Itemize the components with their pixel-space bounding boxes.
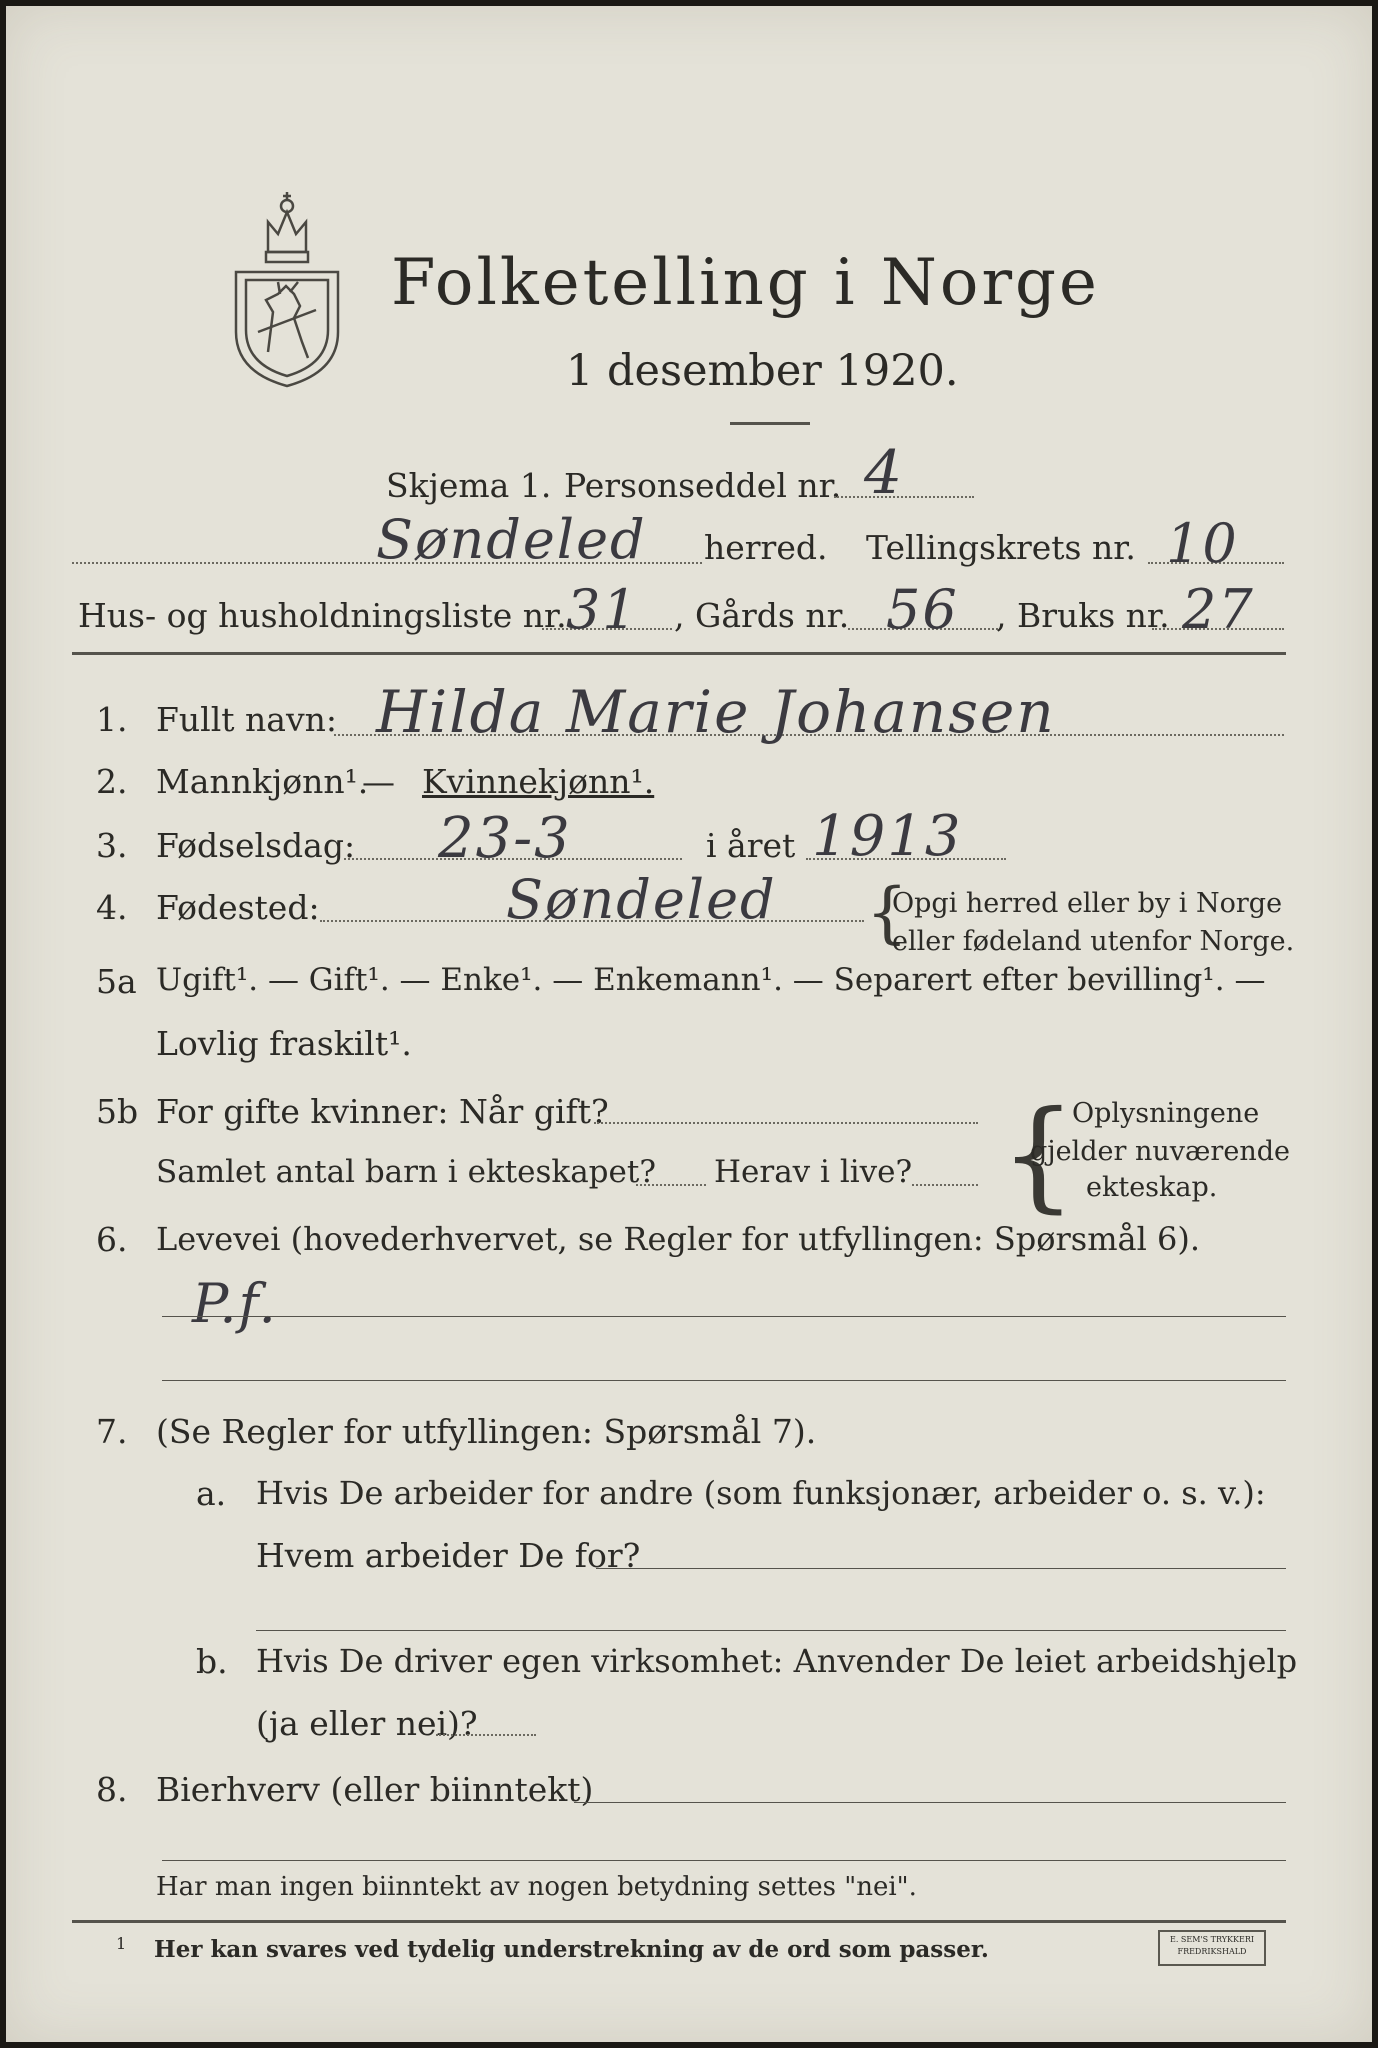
tellingskrets-value[interactable]: 10 [1166, 512, 1239, 575]
q5b-number: 5b [96, 1092, 139, 1131]
employer-line [596, 1568, 1286, 1569]
birthplace-note-2: eller fødeland utenfor Norge. [892, 926, 1295, 957]
occupation-line-2 [162, 1380, 1286, 1381]
birthdate-value[interactable]: 23-3 [438, 806, 572, 871]
q7a-line-1: Hvis De arbeider for andre (som funksjonær, arbeider o. s. v.): [256, 1474, 1266, 1512]
skjema-label: Skjema 1. [386, 466, 552, 505]
printer-stamp: E. SEM'S TRYKKERI FREDRIKSHALD [1158, 1930, 1266, 1966]
q1-label: Fullt navn: [156, 700, 337, 739]
bruks-label: , Bruks nr. [996, 596, 1170, 635]
occupation-line-1 [162, 1316, 1286, 1317]
tellingskrets-label: Tellingskrets nr. [866, 528, 1136, 567]
q1-number: 1. [96, 700, 128, 739]
children-label: Samlet antal barn i ekteskapet? [156, 1154, 656, 1190]
q2-female-option[interactable]: Kvinnekjønn¹. [422, 762, 655, 801]
alive-label: Herav i live? [714, 1154, 913, 1190]
hired-help-line [436, 1734, 536, 1736]
q7a-letter: a. [196, 1474, 227, 1513]
q3-label: Fødselsdag: [156, 826, 356, 865]
q7-number: 7. [96, 1412, 128, 1451]
footer-rule [72, 1920, 1286, 1923]
personseddel-value[interactable]: 4 [864, 438, 905, 508]
q7a-line-2: Hvem arbeider De for? [256, 1536, 641, 1575]
herred-label: herred. [704, 528, 828, 567]
q2-number: 2. [96, 762, 128, 801]
q6-label: Levevei (hovederhvervet, se Regler for utfyllingen: Spørsmål 6). [156, 1220, 1201, 1258]
marital-status-divorced[interactable]: Lovlig fraskilt¹. [156, 1024, 412, 1063]
marriage-note-2: gjelder nuværende [1030, 1136, 1290, 1167]
alive-line [912, 1184, 978, 1186]
occupation-value[interactable]: P.f. [192, 1272, 278, 1335]
q2-male-option[interactable]: Mannkjønn¹. [156, 762, 369, 801]
q8-label: Bierhverv (eller biinntekt) [156, 1770, 594, 1809]
q7-label: (Se Regler for utfyllingen: Spørsmål 7). [156, 1412, 817, 1451]
q7b-line-1: Hvis De driver egen virksomhet: Anvender De leiet arbeidshjelp [256, 1642, 1298, 1680]
marriage-note-brace: { [1000, 1086, 1077, 1225]
bruks-value[interactable]: 27 [1182, 578, 1255, 641]
header-rule [72, 652, 1286, 655]
q2-dash: — [362, 762, 395, 801]
married-when-line [594, 1122, 978, 1124]
side-income-line-2 [162, 1860, 1286, 1861]
q4-label: Fødested: [156, 888, 320, 927]
q6-number: 6. [96, 1220, 128, 1259]
personseddel-label: Personseddel nr. [564, 466, 842, 505]
q4-number: 4. [96, 888, 128, 927]
gards-label: , Gårds nr. [674, 596, 850, 635]
coat-of-arms-icon [228, 182, 346, 388]
footnote-text: Her kan svares ved tydelig understrekning av de ord som passer. [154, 1936, 989, 1963]
marriage-note-3: ekteskap. [1086, 1172, 1218, 1203]
census-form-page [6, 6, 1372, 2042]
birthplace-note-1: Opgi herred eller by i Norge [892, 888, 1283, 919]
birthplace-brace: { [866, 874, 908, 951]
birthyear-label: i året [706, 826, 796, 865]
hus-label: Hus- og husholdningsliste nr. [78, 596, 567, 635]
marriage-note-1: Oplysningene [1072, 1098, 1260, 1129]
q5a-number: 5a [96, 962, 137, 1001]
side-income-note: Har man ingen biinntekt av nogen betydning settes "nei". [156, 1872, 917, 1902]
q8-number: 8. [96, 1770, 128, 1809]
birthyear-value[interactable]: 1913 [812, 804, 963, 869]
q7b-letter: b. [196, 1642, 228, 1681]
footnote-mark: 1 [116, 1934, 127, 1953]
page-title: Folketelling i Norge [391, 246, 1100, 320]
herred-value[interactable]: Søndeled [376, 508, 647, 571]
full-name-value[interactable]: Hilda Marie Johansen [376, 678, 1056, 746]
title-divider [730, 422, 810, 425]
q7b-line-2: (ja eller nei)? [256, 1704, 478, 1743]
employer-line-2 [256, 1630, 1286, 1631]
hus-value[interactable]: 31 [566, 578, 639, 641]
gards-value[interactable]: 56 [886, 578, 959, 641]
census-date: 1 desember 1920. [566, 346, 959, 396]
children-line [636, 1184, 706, 1186]
q3-number: 3. [96, 826, 128, 865]
married-when-label: For gifte kvinner: Når gift? [156, 1092, 609, 1131]
side-income-line [574, 1802, 1286, 1803]
marital-status-options[interactable]: Ugift¹. — Gift¹. — Enke¹. — Enkemann¹. — Separert efter bevilling¹. — [156, 962, 1266, 998]
birthplace-value[interactable]: Søndeled [506, 868, 777, 931]
